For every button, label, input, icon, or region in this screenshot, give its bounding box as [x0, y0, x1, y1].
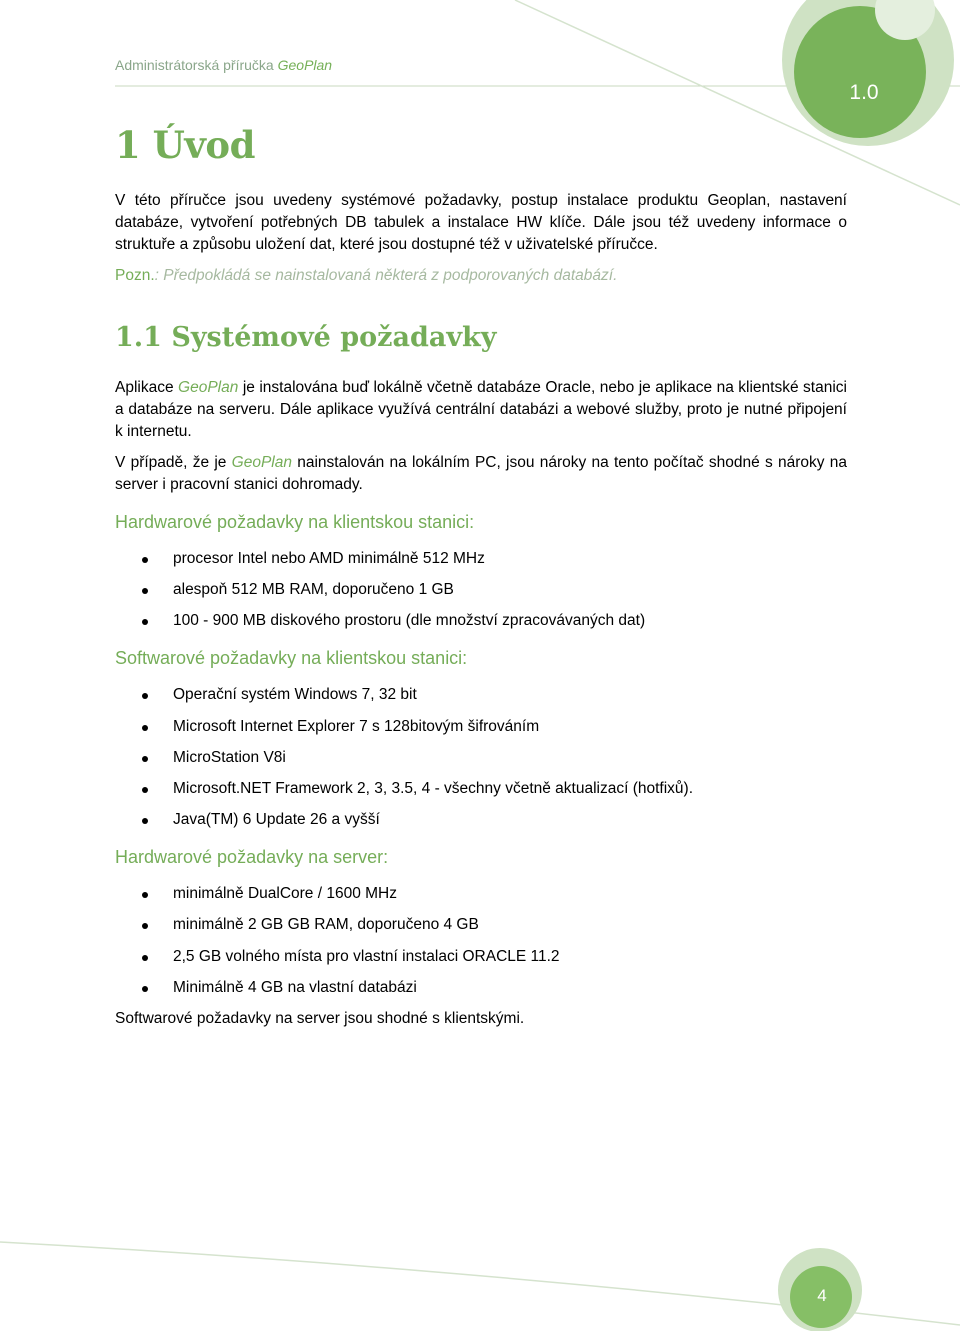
list-item: procesor Intel nebo AMD minimálně 512 MHz: [115, 548, 847, 570]
chapter-number: 1.0: [849, 81, 879, 104]
para1-end: je instalována buď lokálně včetně databáze Oracle, nebo je aplikace na klientské stanici a databáze na serveru. Dále aplikace využívá centrální databázi a webové služby, proto je nutné připojení k internetu.: [115, 379, 847, 440]
section-paragraph-1: [115, 377, 847, 443]
header-prefix: Administrátorská příručka: [115, 57, 278, 73]
para2-product: GeoPlan: [231, 454, 292, 471]
header-product: GeoPlan: [277, 57, 333, 73]
para2-start: V případě, že je: [115, 454, 232, 471]
list-item: Operační systém Windows 7, 32 bit: [115, 684, 847, 706]
closing-paragraph: Softwarové požadavky na server jsou shodné s klientskými.: [115, 1009, 525, 1027]
note-label: Pozn.: [115, 267, 155, 284]
para1-start: Aplikace: [115, 379, 179, 396]
intro-paragraph: V této příručce jsou uvedeny systémové požadavky, postup instalace produktu Geoplan, nastavení databáze, vytvoření potřebných DB tabulek a instalace HW klíče. Dále jsou též uvedeny informace o struktuře a způsobu uložení dat, které jsou dostupné též v uživatelské příručce.: [115, 192, 847, 253]
list-item: minimálně DualCore / 1600 MHz: [115, 883, 847, 905]
para1-product: GeoPlan: [178, 379, 239, 396]
running-header: [115, 57, 332, 73]
chapter-title: 1 Úvod: [115, 123, 255, 167]
list-item: alespoň 512 MB RAM, doporučeno 1 GB: [115, 579, 847, 601]
section-paragraph-2: [115, 452, 847, 496]
hw-client-list: [115, 548, 847, 632]
list-item: 100 - 900 MB diskového prostoru (dle množství zpracovávaných dat): [115, 610, 847, 632]
sw-client-list: [115, 684, 847, 831]
list-item: Java(TM) 6 Update 26 a vyšší: [115, 809, 847, 831]
page-content: [115, 120, 847, 1039]
note-text: : Předpokládá se nainstalovaná některá z podporovaných databází.: [154, 267, 618, 284]
list-item: Microsoft Internet Explorer 7 s 128bitovým šifrováním: [115, 716, 847, 738]
page-number: 4: [817, 1286, 827, 1305]
hw-server-heading: Hardwarové požadavky na server:: [115, 847, 389, 868]
section-title: 1.1 Systémové požadavky: [115, 322, 497, 353]
hw-server-list: [115, 883, 847, 999]
hw-client-heading: Hardwarové požadavky na klientskou stanici:: [115, 512, 475, 532]
list-item: Microsoft.NET Framework 2, 3, 3.5, 4 - všechny včetně aktualizací (hotfixů).: [115, 778, 847, 800]
list-item: MicroStation V8i: [115, 747, 847, 769]
list-item: minimálně 2 GB GB RAM, doporučeno 4 GB: [115, 914, 847, 936]
list-item: Minimálně 4 GB na vlastní databázi: [115, 977, 847, 999]
para2-end: nainstalován na lokálním PC, jsou nároky na tento počítač shodné s nároky na server i pracovní stanici dohromady.: [115, 454, 848, 493]
note-paragraph: [115, 265, 847, 287]
list-item: 2,5 GB volného místa pro vlastní instalaci ORACLE 11.2: [115, 946, 847, 968]
sw-client-heading: Softwarové požadavky na klientskou stanici:: [115, 648, 468, 669]
